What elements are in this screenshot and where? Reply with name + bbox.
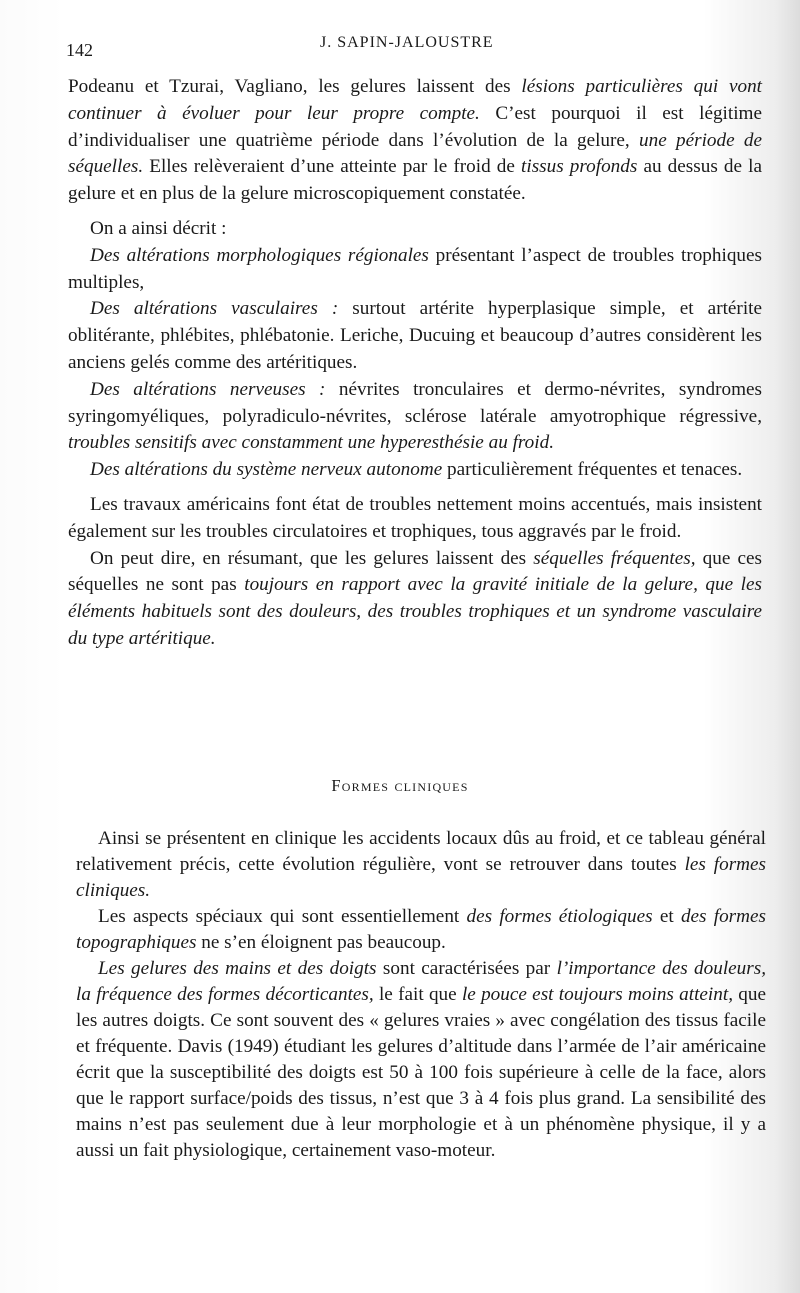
text-run: sont caractérisées par xyxy=(376,958,557,979)
text-run: On a ainsi décrit : xyxy=(90,217,227,239)
italic-run: Les gelures des mains et des doigts xyxy=(98,958,377,979)
text-run: le fait que xyxy=(373,984,462,1005)
italic-run: toujours en rapport avec la gravité initiale de la gelure, que les éléments habituels sont des douleurs, des troubles trophiques et un syndrome vasculaire du type artéritique. xyxy=(68,574,762,649)
text-run: Elles relèveraient d’une atteinte par le froid de xyxy=(143,156,522,178)
text-run: C’est pourquoi il est légitime d’individualiser une quatrième période dans l’évolution de la gelure, xyxy=(68,102,762,151)
italic-run: Des altérations vasculaires : xyxy=(90,298,339,320)
italic-run: tissus profonds xyxy=(521,156,638,178)
text-run: névrites tronculaires et dermo-névrites, syndromes syringomyéliques, polyradiculo-névrites, sclérose latérale amyotrophique régressive, xyxy=(68,378,762,427)
text-run: surtout artérite hyperplasique simple, et artérite oblitérante, phlébites, phlébatonie. Leriche, Ducuing et beaucoup d’autres considèrent les anciens gelés comme des artéritiques. xyxy=(68,298,762,373)
italic-run: l’importance des douleurs, la fréquence des formes décorticantes, xyxy=(76,958,767,1005)
italic-run: une période de séquelles. xyxy=(68,129,762,178)
page-header xyxy=(66,34,766,62)
text-run: que ces séquelles ne sont pas xyxy=(68,547,762,596)
paragraph xyxy=(68,74,762,208)
page-number: 142 xyxy=(66,40,93,60)
section-body-sequelles xyxy=(68,74,762,653)
italic-run: le pouce est toujours moins atteint, xyxy=(461,984,733,1005)
italic-run: des formes étiologiques xyxy=(466,906,653,927)
running-head: J. SAPIN-JALOUSTRE xyxy=(320,34,494,51)
paragraph xyxy=(68,457,762,484)
paragraph xyxy=(68,377,762,457)
text-run: présentant l’aspect de troubles trophiques multiples, xyxy=(68,244,762,293)
text-run: et xyxy=(652,906,681,927)
italic-run: séquelles fréquentes, xyxy=(533,547,696,569)
paragraph xyxy=(76,956,766,1164)
text-run: Les travaux américains font état de troubles nettement moins accentués, mais insistent également sur les troubles circulatoires et trophiques, tous aggravés par le froid. xyxy=(68,493,762,542)
paragraph xyxy=(68,492,762,546)
italic-run: Des altérations du système nerveux autonome xyxy=(90,459,443,481)
italic-run: des formes topographiques xyxy=(76,906,766,953)
italic-run: les formes cliniques. xyxy=(76,854,767,901)
paragraph xyxy=(68,216,762,243)
text-run: Ainsi se présentent en clinique les accidents locaux dûs au froid, et ce tableau général relativement précis, cette évolution régulière, vont se retrouver dans toutes xyxy=(76,828,766,875)
text-run: que les autres doigts. Ce sont souvent des « gelures vraies » avec congélation des tissus facile et fréquente. Davis (1949) étudiant les gelures d’altitude dans l’armée de l’air américaine écrit que la susceptibilité des doigts est 50 à 100 fois supérieure à celle de la face, alors que le rapport surface/poids des tissus, n’est que 3 à 4 fois plus grand. La sensibilité des mains n’est pas seulement due à leur morphologie et à un phénomène physique, il y a aussi un fait physiologique, certainement vaso-moteur. xyxy=(76,984,766,1161)
text-run: On peut dire, en résumant, que les gelures laissent des xyxy=(90,547,534,569)
text-run: ne s’en éloignent pas beaucoup. xyxy=(196,932,446,953)
text-run: Les aspects spéciaux qui sont essentiellement xyxy=(98,906,467,927)
paragraph xyxy=(76,904,766,956)
italic-run: Des altérations morphologiques régionales xyxy=(90,244,429,266)
text-run: Podeanu et Tzurai, Vagliano, les gelures laissent des xyxy=(68,76,522,97)
italic-run: Des altérations nerveuses : xyxy=(90,378,326,400)
paragraph xyxy=(68,296,762,376)
italic-run: lésions particulières qui vont continuer à évoluer pour leur propre compte. xyxy=(68,76,762,124)
text-run: particulièrement fréquentes et tenaces. xyxy=(442,459,743,481)
section-body-formes-cliniques xyxy=(76,826,766,1164)
text-run: au dessus de la gelure et en plus de la gelure microscopiquement constatée. xyxy=(68,156,762,205)
paragraph xyxy=(76,826,766,904)
paragraph xyxy=(68,546,762,653)
section-title: Formes cliniques xyxy=(331,776,469,795)
paragraph xyxy=(68,243,762,297)
italic-run: troubles sensitifs avec constamment une hyperesthésie au froid. xyxy=(68,432,554,454)
